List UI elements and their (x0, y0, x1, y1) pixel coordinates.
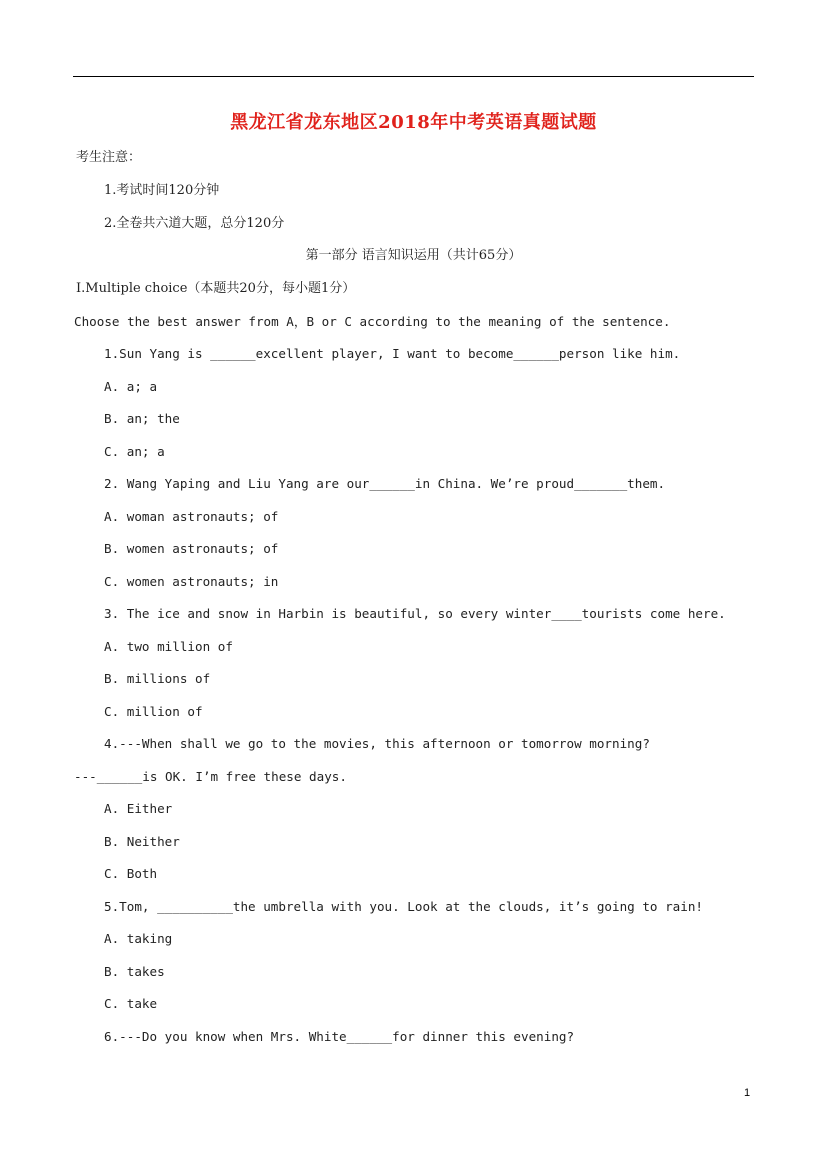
question-4-stem: 4.---When shall we go to the movies, this afternoon or tomorrow morning? (104, 736, 650, 751)
notice-item-2: 2.全卷共六道大题，总分120分 (104, 216, 285, 231)
question-5-option-b: B. takes (104, 964, 165, 979)
notice-heading: 考生注意： (76, 150, 142, 165)
question-5-stem: 5.Tom, __________the umbrella with you. Look at the clouds, it’s going to rain! (104, 899, 703, 914)
question-5-option-c: C. take (104, 996, 158, 1011)
question-6-stem: 6.---Do you know when Mrs. White______for dinner this evening? (104, 1029, 575, 1044)
question-4-option-a: A. Either (104, 801, 173, 816)
question-1-stem: 1.Sun Yang is ______excellent player, I want to become______person like him. (104, 346, 681, 361)
part-heading: 第一部分 语言知识运用（共计65分） (305, 248, 522, 263)
header-rule (73, 76, 754, 77)
question-2-option-b: B. women astronauts; of (104, 541, 279, 556)
question-3-option-b: B. millions of (104, 671, 211, 686)
question-2-option-a: A. woman astronauts; of (104, 509, 279, 524)
question-4-stem-reply: ---______is OK. I’m free these days. (74, 769, 347, 784)
page-title: 黑龙江省龙东地区2018年中考英语真题试题 (230, 112, 597, 133)
question-4-option-b: B. Neither (104, 834, 180, 849)
question-2-option-c: C. women astronauts; in (104, 574, 279, 589)
question-2-stem: 2. Wang Yaping and Liu Yang are our______in China. We’re proud_______them. (104, 476, 666, 491)
question-1-option-c: C. an; a (104, 444, 165, 459)
section-title: Ⅰ.Multiple choice（本题共20分，每小题1分） (76, 281, 356, 296)
page-number: 1 (744, 1087, 751, 1099)
question-1-option-b: B. an; the (104, 411, 180, 426)
question-4-option-c: C. Both (104, 866, 158, 881)
question-3-stem: 3. The ice and snow in Harbin is beautiful, so every winter____tourists come here. (104, 606, 726, 621)
question-3-option-c: C. million of (104, 704, 203, 719)
question-3-option-a: A. two million of (104, 639, 233, 654)
question-1-option-a: A. a; a (104, 379, 158, 394)
section-instructions: Choose the best answer from A，B or C according to the meaning of the sentence. (74, 314, 671, 329)
question-5-option-a: A. taking (104, 931, 173, 946)
notice-item-1: 1.考试时间120分钟 (104, 183, 220, 198)
